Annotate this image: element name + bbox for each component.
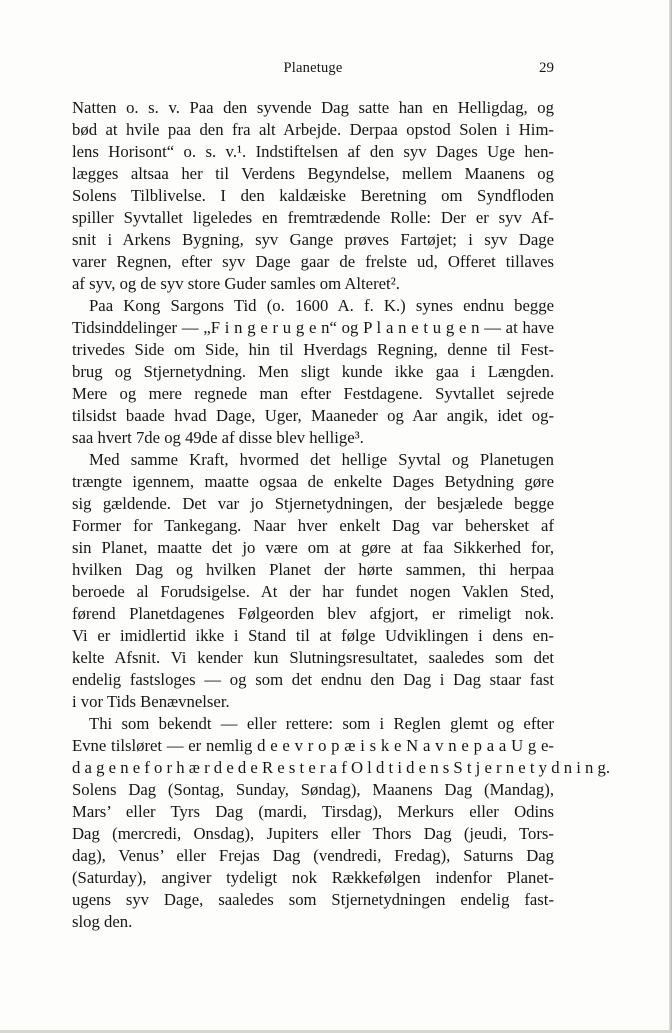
text-line: (Saturday), angiver tydeligt nok Rækkefølgen indenfor Planet-	[72, 868, 554, 887]
text-line: Tidsinddelinger — „F i n g e r u g e n“ og P l a n e t u g e n — at have	[72, 318, 554, 337]
text-line: brug og Stjernetydning. Men sligt kunde ikke gaa i Længden.	[72, 362, 554, 381]
text-line: Natten o. s. v. Paa den syvende Dag satte han en Helligdag, og	[72, 98, 554, 117]
text-line: trivedes Side om Side, hin til Hverdags Regning, denne til Fest-	[72, 340, 554, 359]
text-line: Solens Tilblivelse. I den kaldæiske Beretning om Syndfloden	[72, 186, 554, 205]
text-line: hvilken Dag og hvilken Planet der hørte sammen, thi herpaa	[72, 560, 554, 579]
text-line: Former for Tankegang. Naar hver enkelt Dag var behersket af	[72, 516, 554, 535]
text-line: tilsidst baade hvad Dage, Uger, Maaneder og Aar angik, idet og-	[72, 406, 554, 425]
text-line: Dag (mercredi, Onsdag), Jupiters eller Thors Dag (jeudi, Tors-	[72, 824, 554, 843]
page-header	[72, 60, 554, 82]
text-line: bød at hvile paa den fra alt Arbejde. Derpaa opstod Solen i Him-	[72, 120, 554, 139]
body-text	[72, 97, 611, 933]
running-title: Planetuge	[283, 60, 343, 76]
text-line: d a g e n e f o r h æ r d e d e R e s t e r a f O l d t i d e n s S t j e r n e t y d n i n g.	[72, 758, 611, 777]
text-line: lægges altsaa her til Verdens Begyndelse, mellem Maanens og	[72, 164, 554, 183]
text-line: beroede al Forudsigelse. At der har fundet nogen Vaklen Sted,	[72, 582, 554, 601]
text-line: slog den.	[72, 912, 133, 931]
text-line: Paa Kong Sargons Tid (o. 1600 A. f. K.) synes endnu begge	[89, 296, 554, 315]
text-line: Solens Dag (Sontag, Sunday, Søndag), Maanens Dag (Mandag),	[72, 780, 554, 799]
text-line: Thi som bekendt — eller rettere: som i Reglen glemt og efter	[89, 714, 554, 733]
text-line: ugens syv Dage, saaledes som Stjernetydningen endelig fast-	[72, 890, 554, 909]
text-line: saa hvert 7de og 49de af disse blev hellige³.	[72, 428, 364, 447]
text-line: varer Regnen, efter syv Dage gaar de frelste ud, Offeret tillaves	[72, 252, 554, 271]
text-line: Mere og mere regnede man efter Festdagene. Syvtallet sejrede	[72, 384, 554, 403]
text-line: Vi er imidlertid ikke i Stand til at følge Udviklingen i dens en-	[72, 626, 554, 645]
text-line: Mars’ eller Tyrs Dag (mardi, Tirsdag), Merkurs eller Odins	[72, 802, 554, 821]
text-line: dag), Venus’ eller Frejas Dag (vendredi, Fredag), Saturns Dag	[72, 846, 554, 865]
text-line: i vor Tids Benævnelser.	[72, 692, 230, 711]
text-line: af syv, og de syv store Guder samles om Alteret².	[72, 274, 400, 293]
text-line: sin Planet, maatte det jo være om at gøre at faa Sikkerhed for,	[72, 538, 554, 557]
text-line: Evne tilsløret — er nemlig d e e v r o p æ i s k e N a v n e p a a U g e-	[72, 736, 554, 755]
text-line: Med samme Kraft, hvormed det hellige Syvtal og Planetugen	[89, 450, 554, 469]
text-line: snit i Arkens Bygning, syv Gange prøves Fartøjet; i syv Dage	[72, 230, 554, 249]
text-line: endelig fastsloges — og som det endnu den Dag i Dag staar fast	[72, 670, 554, 689]
text-line: kelte Afsnit. Vi kender kun Slutningsresultatet, saaledes som det	[72, 648, 554, 667]
text-line: sig gældende. Det var jo Stjernetydningen, der besjælede begge	[72, 494, 554, 513]
text-line: førend Planetdagenes Følgeorden blev afgjort, er rimeligt nok.	[72, 604, 554, 623]
text-line: lens Horisont“ o. s. v.¹. Indstiftelsen af den syv Dages Uge hen-	[72, 142, 554, 161]
text-line: trængte igennem, maatte ogsaa de enkelte Dages Betydning gøre	[72, 472, 554, 491]
text-line: spiller Syvtallet ligeledes en fremtrædende Rolle: Der er syv Af-	[72, 208, 554, 227]
page-number: 29	[539, 60, 554, 76]
